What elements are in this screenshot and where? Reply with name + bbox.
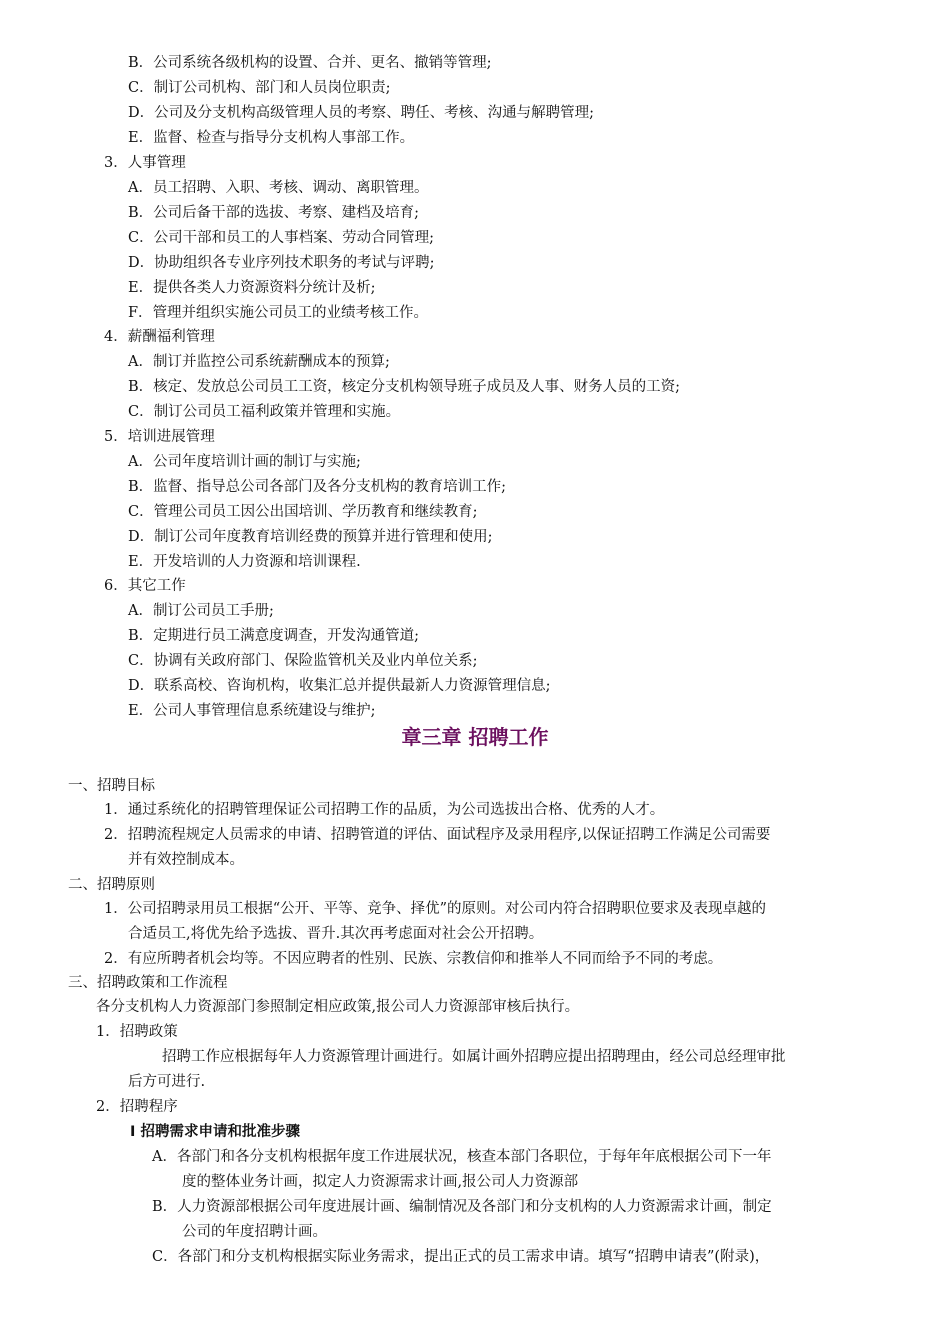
list-item: C．公司干部和员工的人事档案、劳动合同管理; — [128, 230, 434, 246]
section-heading: 3．人事管理 — [104, 155, 186, 171]
section-heading: 5．培训进展管理 — [104, 429, 215, 445]
list-item: D．制订公司年度教育培训经费的预算并进行管理和使用; — [128, 529, 493, 545]
list-item: D．公司及分支机构高级管理人员的考察、聘任、考核、沟通与解聘管理; — [128, 105, 595, 121]
list-item: A．制订公司员工手册; — [128, 603, 274, 619]
list-item: A．公司年度培训计画的制订与实施; — [128, 454, 361, 470]
step-heading: Ⅰ 招聘需求申请和批准步骤 — [130, 1124, 300, 1140]
list-item: C．制订公司机构、部门和人员岗位职责; — [128, 80, 391, 96]
list-item: A．各部门和各分支机构根据年度工作进展状况，核查本部门各职位，于每年年底根据公司下一年 — [152, 1149, 772, 1165]
chapter-title: 章三章 招聘工作 — [401, 725, 549, 749]
list-item: D．联系高校、咨询机构，收集汇总并提供最新人力资源管理信息; — [128, 678, 551, 694]
list-item: C．制订公司员工福利政策并管理和实施。 — [128, 404, 401, 420]
list-item: B．定期进行员工满意度调查，开发沟通管道; — [128, 628, 420, 644]
list-item: F．管理并组织实施公司员工的业绩考核工作。 — [128, 305, 429, 321]
paragraph: 各分支机构人力资源部门参照制定相应政策,报公司人力资源部审核后执行。 — [96, 999, 580, 1015]
paragraph-continuation: 后方可进行. — [128, 1074, 206, 1090]
list-item: 2．招聘流程规定人员需求的申请、招聘管道的评估、面试程序及录用程序,以保证招聘工作满足公司需要 — [104, 827, 771, 843]
list-item: 1．公司招聘录用员工根据“公开、平等、竞争、择优”的原则。对公司内符合招聘职位要求及表现卓越的 — [104, 901, 767, 917]
list-item: C．各部门和分支机构根据实际业务需求，提出正式的员工需求申请。填写“招聘申请表”(附录)， — [152, 1249, 770, 1265]
subsection-heading: 1．招聘政策 — [96, 1024, 178, 1040]
paragraph: 招聘工作应根据每年人力资源管理计画进行。如属计画外招聘应提出招聘理由，经公司总经理审批 — [162, 1049, 786, 1065]
section-heading: 6．其它工作 — [104, 578, 186, 594]
section-heading: 一、招聘目标 — [68, 778, 155, 794]
list-item: E．监督、检查与指导分支机构人事部工作。 — [128, 130, 415, 146]
list-item: B．公司系统各级机构的设置、合并、更名、撤销等管理; — [128, 55, 492, 71]
list-item: E．公司人事管理信息系统建设与维护; — [128, 703, 376, 719]
list-item: 2．有应所聘者机会均等。不因应聘者的性别、民族、宗教信仰和推举人不同而给予不同的考虑。 — [104, 951, 723, 967]
subsection-heading: 2．招聘程序 — [96, 1099, 178, 1115]
list-item: B．监督、指导总公司各部门及各分支机构的教育培训工作; — [128, 479, 507, 495]
list-item: B．公司后备干部的选拔、考察、建档及培育; — [128, 205, 420, 221]
section-heading: 4．薪酬福利管理 — [104, 329, 215, 345]
list-item: C．协调有关政府部门、保险监管机关及业内单位关系; — [128, 653, 478, 669]
list-item: A．制订并监控公司系统薪酬成本的预算; — [128, 354, 390, 370]
list-item: A．员工招聘、入职、考核、调动、离职管理。 — [128, 180, 429, 196]
list-item: B．人力资源部根据公司年度进展计画、编制情况及各部门和分支机构的人力资源需求计画，制定 — [152, 1199, 772, 1215]
list-item: B．核定、发放总公司员工工资，核定分支机构领导班子成员及人事、财务人员的工资; — [128, 379, 681, 395]
list-item-continuation: 并有效控制成本。 — [128, 852, 244, 868]
list-item: E．提供各类人力资源资料分统计及析; — [128, 280, 376, 296]
list-item: C．管理公司员工因公出国培训、学历教育和继续教育; — [128, 504, 478, 520]
list-item-continuation: 合适员工,将优先给予选拔、晋升.其次再考虑面对社会公开招聘。 — [128, 926, 544, 942]
list-item-continuation: 公司的年度招聘计画。 — [182, 1224, 327, 1240]
list-item: 1．通过系统化的招聘管理保证公司招聘工作的品质，为公司选拔出合格、优秀的人才。 — [104, 802, 665, 818]
list-item: E．开发培训的人力资源和培训课程. — [128, 554, 361, 570]
list-item: D．协助组织各专业序列技术职务的考试与评聘; — [128, 255, 435, 271]
section-heading: 三、招聘政策和工作流程 — [68, 975, 228, 991]
list-item-continuation: 度的整体业务计画，拟定人力资源需求计画,报公司人力资源部 — [182, 1174, 579, 1190]
section-heading: 二、招聘原则 — [68, 877, 155, 893]
